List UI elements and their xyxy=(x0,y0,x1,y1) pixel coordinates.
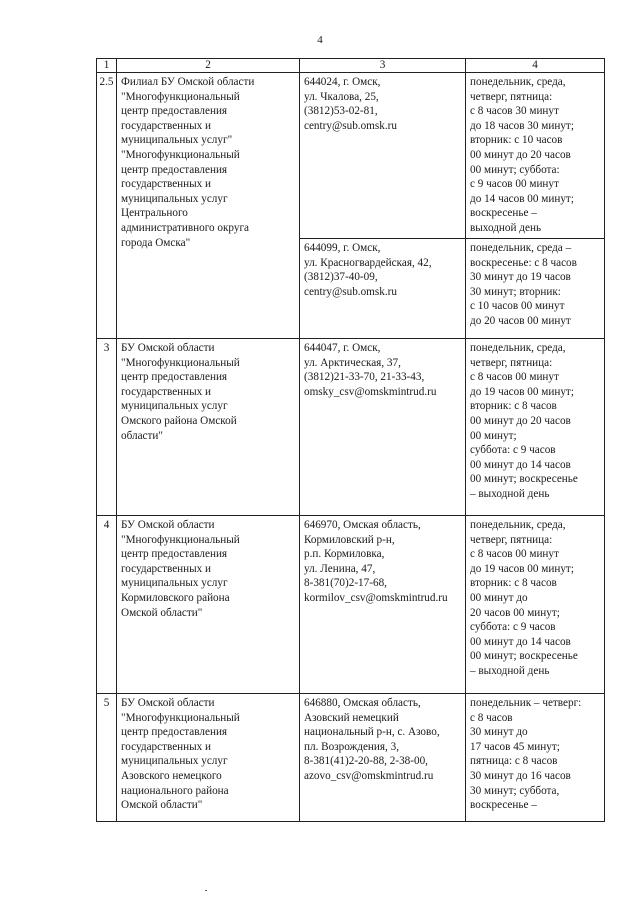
row-number: 5 xyxy=(97,694,117,822)
row-number: 4 xyxy=(97,516,117,694)
column-header: 4 xyxy=(466,59,605,73)
office-address: 644047, г. Омск, ул. Арктическая, 37, (3812)21-33-70, 21-33-43, omsky_csv@omskmintrud.ru xyxy=(300,339,466,516)
organization-name: Филиал БУ Омской области "Многофункциональный центр предоставления государственных и муниципальных услуг" "Многофункциональный центр предоставления государственных и муниципальных услуг Центрального административного округа города Омска" xyxy=(117,73,300,339)
table-row xyxy=(97,694,605,822)
organization-name: БУ Омской области "Многофункциональный центр предоставления государственных и муниципальных услуг Азовского немецкого национального района Омской области" xyxy=(117,694,300,822)
mfc-offices-table xyxy=(96,58,605,822)
office-hours: понедельник, среда, четверг, пятница: с 8 часов 00 минут до 19 часов 00 минут; вторник: с 8 часов 00 минут до 20 часов 00 минут; суббота: с 9 часов 00 минут до 14 часов 00 минут; воскресенье – выходной день xyxy=(466,339,605,516)
office-address: 646970, Омская область, Кормиловский р-н, р.п. Кормиловка, ул. Ленина, 47, 8-381(70)2-17-68, kormilov_csv@omskmintrud.ru xyxy=(300,516,466,694)
office-hours: понедельник, среда, четверг, пятница: с 8 часов 30 минут до 18 часов 30 минут; вторник: с 10 часов 00 минут до 20 часов 00 минут; суббота: с 9 часов 00 минут до 14 часов 00 минут; воскресенье – выходной день xyxy=(466,73,605,239)
row-number: 3 xyxy=(97,339,117,516)
page-number: 4 xyxy=(317,34,323,46)
office-address: 644099, г. Омск, ул. Красногвардейская, 42, (3812)37-40-09, centry@sub.omsk.ru xyxy=(300,239,466,339)
office-address: 646880, Омская область, Азовский немецкий национальный р-н, с. Азово, пл. Возрождения, 3, 8-381(41)2-20-88, 2-38-00, azovo_csv@omskmintrud.ru xyxy=(300,694,466,822)
office-hours: понедельник, среда, четверг, пятница: с 8 часов 00 минут до 19 часов 00 минут; вторник: с 8 часов 00 минут до 20 часов 00 минут; суббота: с 9 часов 00 минут до 14 часов 00 минут; воскресенье – выходной день xyxy=(466,516,605,694)
column-header: 2 xyxy=(117,59,300,73)
office-address: 644024, г. Омск, ул. Чкалова, 25, (3812)53-02-81, centry@sub.omsk.ru xyxy=(300,73,466,239)
scan-speck xyxy=(205,890,207,891)
organization-name: БУ Омской области "Многофункциональный центр предоставления государственных и муниципальных услуг Кормиловского района Омской области" xyxy=(117,516,300,694)
column-header: 3 xyxy=(300,59,466,73)
header-row xyxy=(97,59,605,73)
table-row xyxy=(97,339,605,516)
table-row xyxy=(97,516,605,694)
row-number: 2.5 xyxy=(97,73,117,339)
table-row xyxy=(97,73,605,239)
organization-name: БУ Омской области "Многофункциональный центр предоставления государственных и муниципальных услуг Омского района Омской области" xyxy=(117,339,300,516)
office-hours: понедельник – четверг: с 8 часов 30 минут до 17 часов 45 минут; пятница: с 8 часов 30 минут до 16 часов 30 минут; суббота, воскресенье – xyxy=(466,694,605,822)
column-header: 1 xyxy=(97,59,117,73)
office-hours: понедельник, среда – воскресенье: с 8 часов 30 минут до 19 часов 30 минут; вторник: с 10 часов 00 минут до 20 часов 00 минут xyxy=(466,239,605,339)
